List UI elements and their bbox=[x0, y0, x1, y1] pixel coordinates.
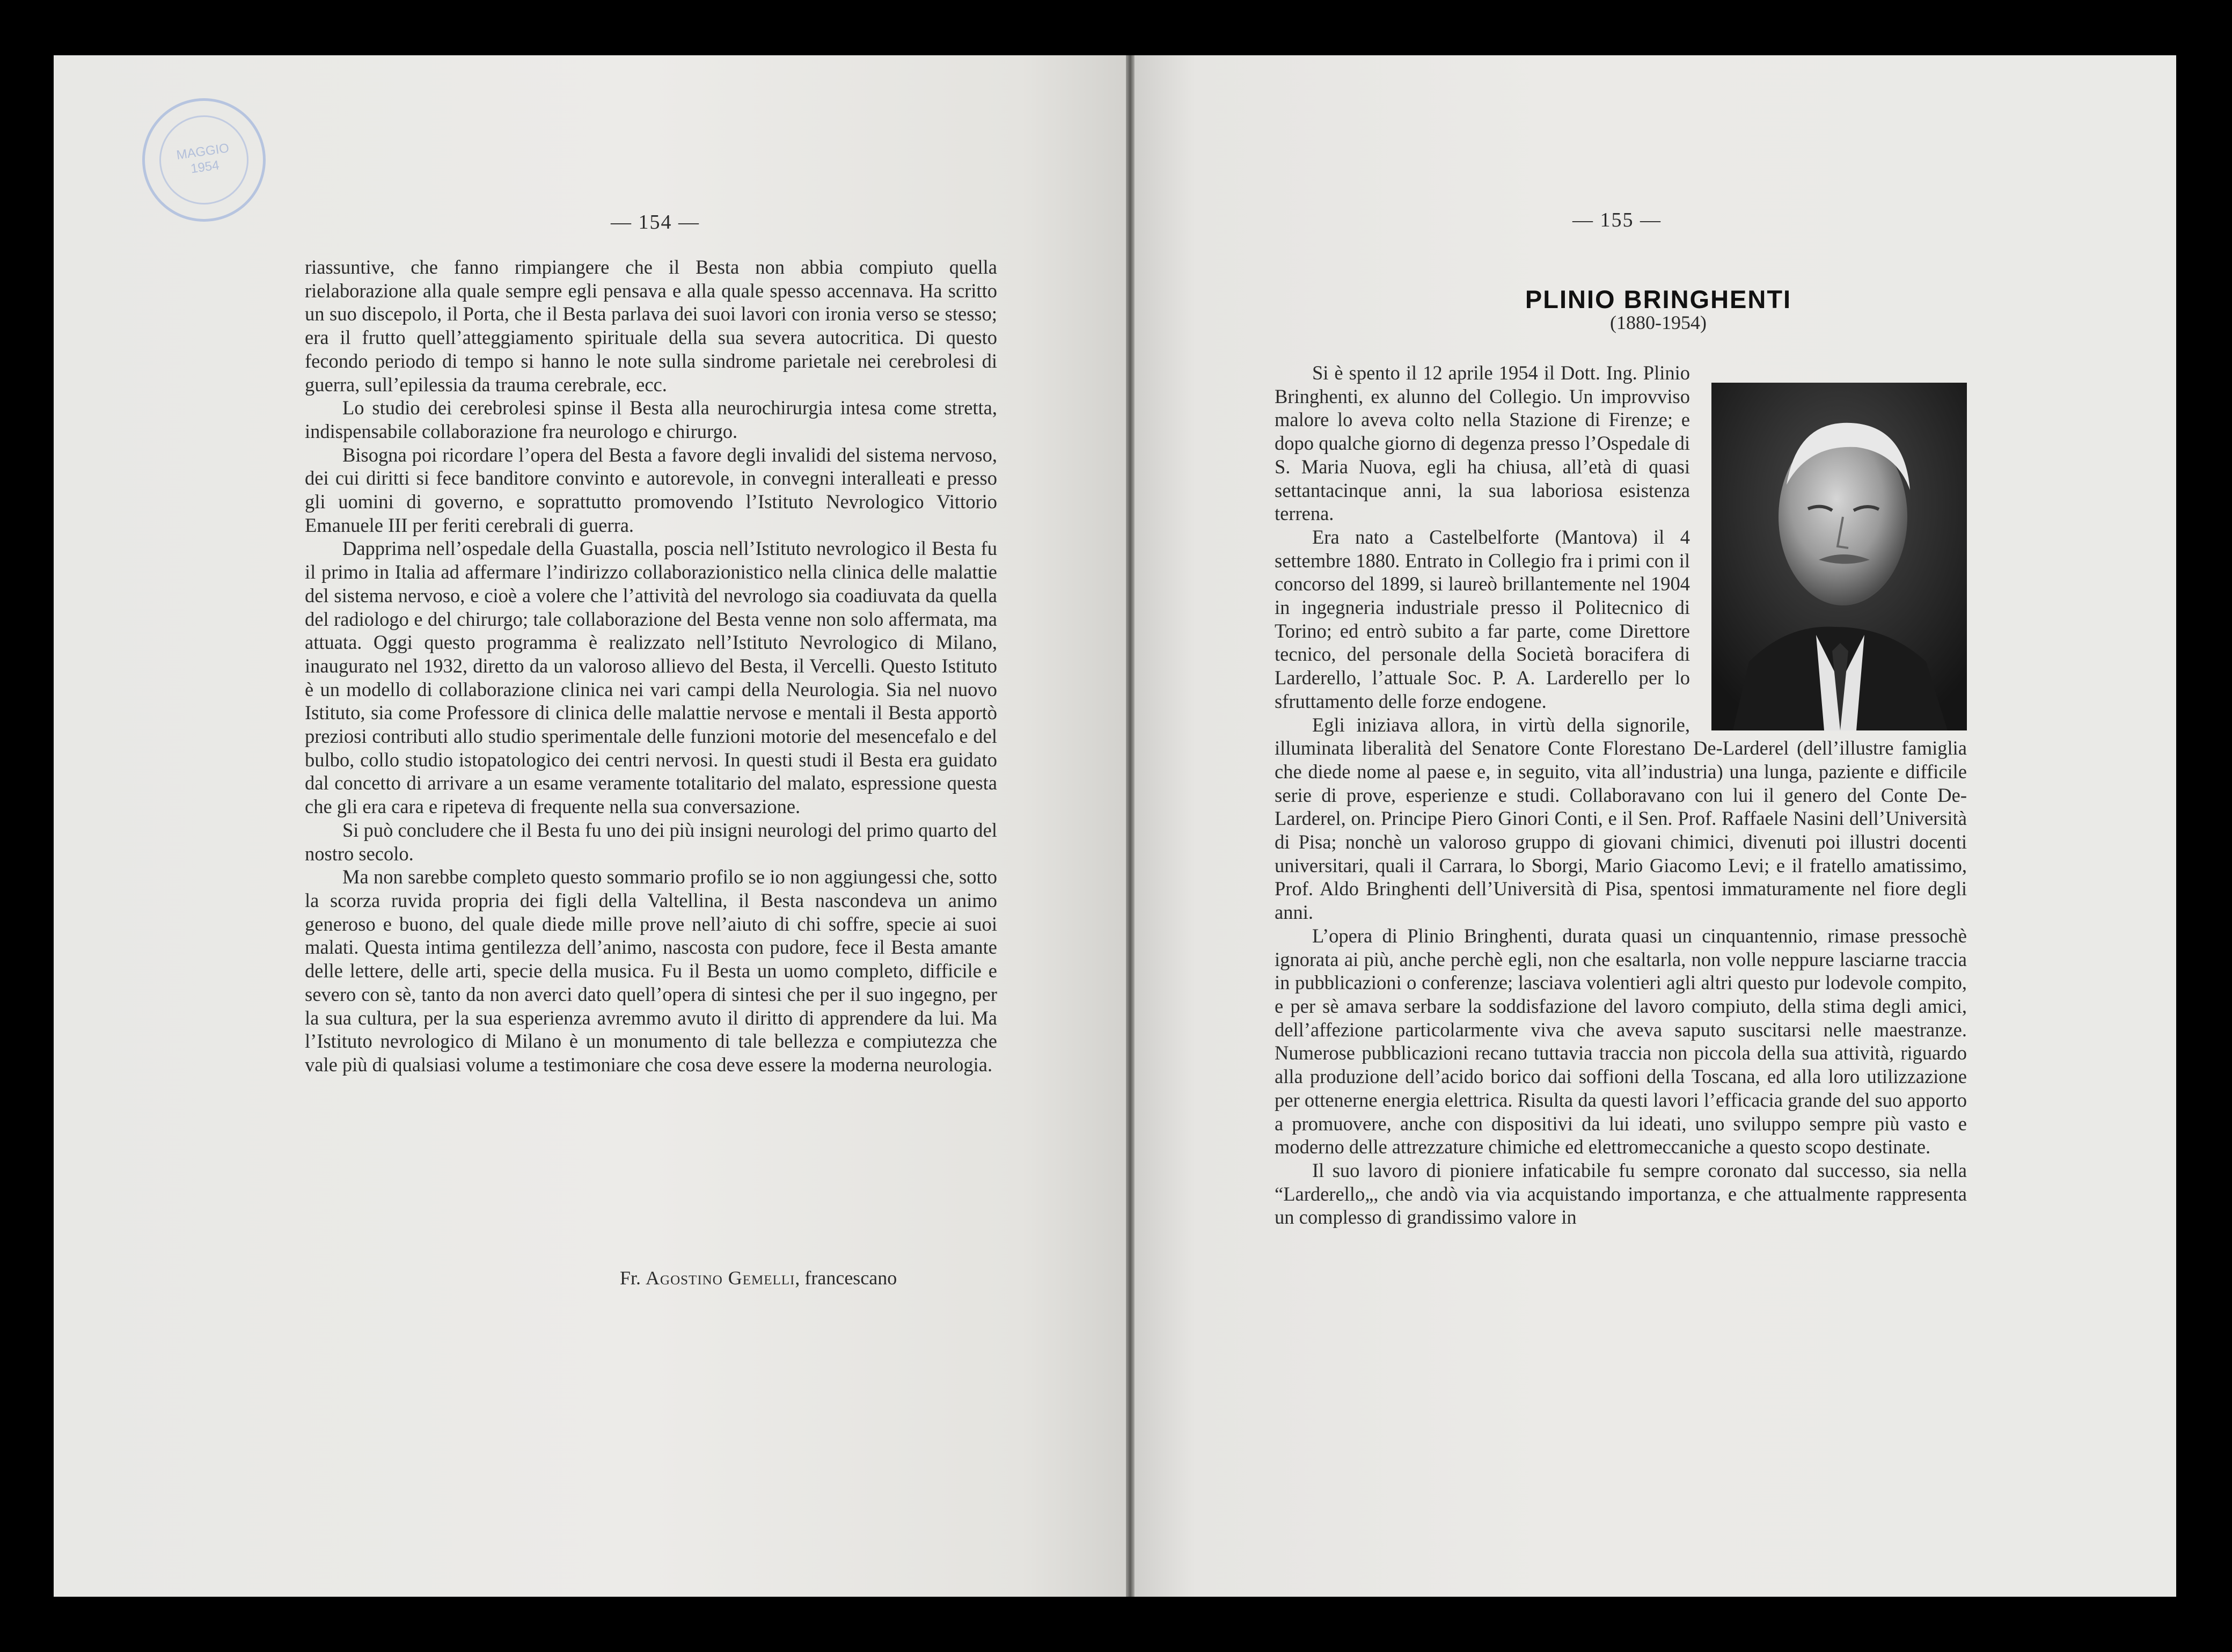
page-number-right: — 155 — bbox=[1572, 209, 1662, 231]
book-gutter bbox=[1126, 55, 1135, 1597]
portrait-photo bbox=[1711, 383, 1967, 730]
stamp-line-2: 1954 bbox=[189, 158, 221, 177]
paragraph: Bisogna poi ricordare l’opera del Besta a favore degli invalidi del sistema nervoso, dei cui diritti si fece banditore convinto e autorevole, in convegni interalleati e presso gli uomini di governo, e soprattutto promovendo l’Istituto Nevrologico Vittorio Emanuele III per feriti cerebrali di guerra. bbox=[305, 443, 997, 536]
paragraph: Si è spento il 12 aprile 1954 il Dott. Ing. Plinio Bringhenti, ex alunno del Collegio. Un improvviso malore lo aveva colto nella Stazione di Firenze; e dopo qualche giorno di degenza presso l’Ospedale di S. Maria Nuova, egli ha chiusa, all’età di quasi settantacinque anni, la sua laboriosa esistenza terrena. bbox=[1275, 362, 1690, 525]
paragraph: Si può concludere che il Besta fu uno dei più insigni neurologi del primo quarto del nostro secolo. bbox=[305, 818, 997, 865]
paragraph: Ma non sarebbe completo questo sommario profilo se io non aggiungessi che, sotto la scorza ruvida propria dei figli della Valtellina, il Besta nascondeva un animo generoso e buono, del quale diede mille prove nell’aiuto di chi soffre, specie ai suoi malati. Questa intima gentilezza dell’animo, nascosta con pudore, fece il Besta amante delle lettere, delle arti, specie della musica. Fu il Besta un uomo completo, difficile e severo con sè, tanto da non averci dato quell’opera di sintesi che per il suo ingegno, per la sua cultura, per la sua esperienza avremmo avuto il diritto di apprendere da lui. Ma l’Istituto nevrologico di Milano è un monumento di tale bellezza e compiutezza che vale più di qualsiasi volume a testimoniare che cosa deve essere la moderna neurologia. bbox=[305, 866, 997, 1076]
left-text-column bbox=[305, 255, 997, 1077]
author-signature bbox=[620, 1267, 897, 1289]
paragraph: Lo studio dei cerebrolesi spinse il Besta alla neurochirurgia intesa come stretta, indispensabile collaborazione fra neurologo e chirurgo. bbox=[305, 397, 997, 442]
stamp-line-1: MAGGIO bbox=[175, 141, 230, 163]
paragraph: Egli iniziava allora, in virtù della signorile, illuminata liberalità del Senatore Conte Florestano De-Larderel (dell’illustre famiglia che diede nome al paese e, in seguito, vita all’industria) una lunga, paziente e difficile serie di prove, esperienze e studi. Collaboravano con lui il genero del Conte De-Larderel, on. Principe Piero Ginori Conti, e il Sen. Prof. Raffaele Nasini dell’Università di Pisa; nonchè un valoroso gruppo di giovani chimici, divenuti poi illustri docenti universitari, quali il Carrara, lo Sborgi, Mario Giacomo Levi; e il fratello amatissimo, Prof. Aldo Bringhenti dell’Università di Pisa, spentosi immaturamente nel fiore degli anni. bbox=[1275, 713, 1967, 924]
portrait-image bbox=[1711, 383, 1967, 730]
paragraph: riassuntive, che fanno rimpiangere che il Besta non abbia compiuto quella rielaborazione alla quale sempre egli pensava e alla quale spesso accennava. Ha scritto un suo discepolo, il Porta, che il Besta parlava dei suoi lavori con ironia verso se stesso; era il frutto quell’atteggiamento spirituale della sua severa autocritica. Di questo fecondo periodo di tempo si hanno le note sulla sindrome parietale nei cerebrolesi di guerra, sull’epilessia da trauma cerebrale, ecc. bbox=[305, 256, 997, 396]
right-text-column bbox=[1275, 361, 1967, 1229]
paragraph: L’opera di Plinio Bringhenti, durata quasi un cinquantennio, rimase pressochè ignorata ai più, anche perchè egli, non che esaltarla, non volle neppure lasciarne traccia in pubblicazioni o conferenze; lasciava volentieri agli altri questo pur lodevole compito, e per sè amava serbare la soddisfazione del lavoro compiuto, della stima degli amici, dell’affezione particolarmente viva che aveva saputo suscitarsi nelle maestranze. Numerose pubblicazioni recano tuttavia traccia non piccola della sua attività, riguardo alla produzione dell’acido borico dai soffioni della Toscana, ed alla loro utilizzazione per ottenerne energia elettrica. Risulta da questi lavori l’efficacia grande del suo apporto a promuovere, anche con dispositivi da lui ideati, uno sviluppo sempre più vasto e moderno delle attrezzature chimiche ed elettromeccaniche a questo scopo destinate. bbox=[1275, 924, 1967, 1158]
paragraph: Dapprima nell’ospedale della Guastalla, poscia nell’Istituto nevrologico il Besta fu il primo in Italia ad affermare l’indirizzo collaborazionistico nella clinica delle malattie del sistema nervoso, e cioè a volere che l’attività del nevrologo sia coadiuvata da quella del radiologo e del chirurgo; tale collaborazione del Besta venne non solo affermata, ma attuata. Oggi questo programma è realizzato nell’Istituto Nevrologico di Milano, inaugurato nel 1932, diretto da un valoroso allievo del Besta, il Vercelli. Questo Istituto è un modello di collaborazione clinica nei vari campi della Neurologia. Sia nel nuovo Istituto, sia come Professore di clinica delle malattie nervose e mentali il Besta apportò preziosi contributi allo studio sperimentale delle funzioni motorie del mesencefalo e del bulbo, collo studio istopatologico dei centri nervosi. In questi studi il Besta era guidato dal concetto di arrivare a un esame veramente totalitario del malato, espressione questa che gli era cara e ripeteva di frequente nella sua conversazione. bbox=[305, 537, 997, 818]
article-title: PLINIO BRINGHENTI bbox=[1525, 285, 1792, 313]
article-dates: (1880-1954) bbox=[1610, 312, 1707, 333]
paragraph: Il suo lavoro di pioniere infaticabile fu sempre coronato dal successo, sia nella “Larderello„, che andò via via acquistando importanza, e che attualmente rappresenta un complesso di grandissimo valore in bbox=[1275, 1159, 1967, 1229]
signature-prefix: Fr. bbox=[620, 1267, 646, 1289]
page-number-left: — 154 — bbox=[611, 211, 700, 233]
signature-name: Agostino Gemelli bbox=[646, 1267, 795, 1289]
signature-suffix: , francescano bbox=[795, 1267, 897, 1289]
paragraph: Era nato a Castelbelforte (Mantova) il 4 settembre 1880. Entrato in Collegio fra i primi con il concorso del 1899, si laureò brillantemente nel 1904 in ingegneria industriale presso il Politecnico di Torino; ed entrò subito a far parte, come Direttore tecnico, del personale della Società boracifera di Larderello, l’attuale Soc. P. A. Larderello per lo sfruttamento delle forze endogene. bbox=[1275, 525, 1690, 712]
